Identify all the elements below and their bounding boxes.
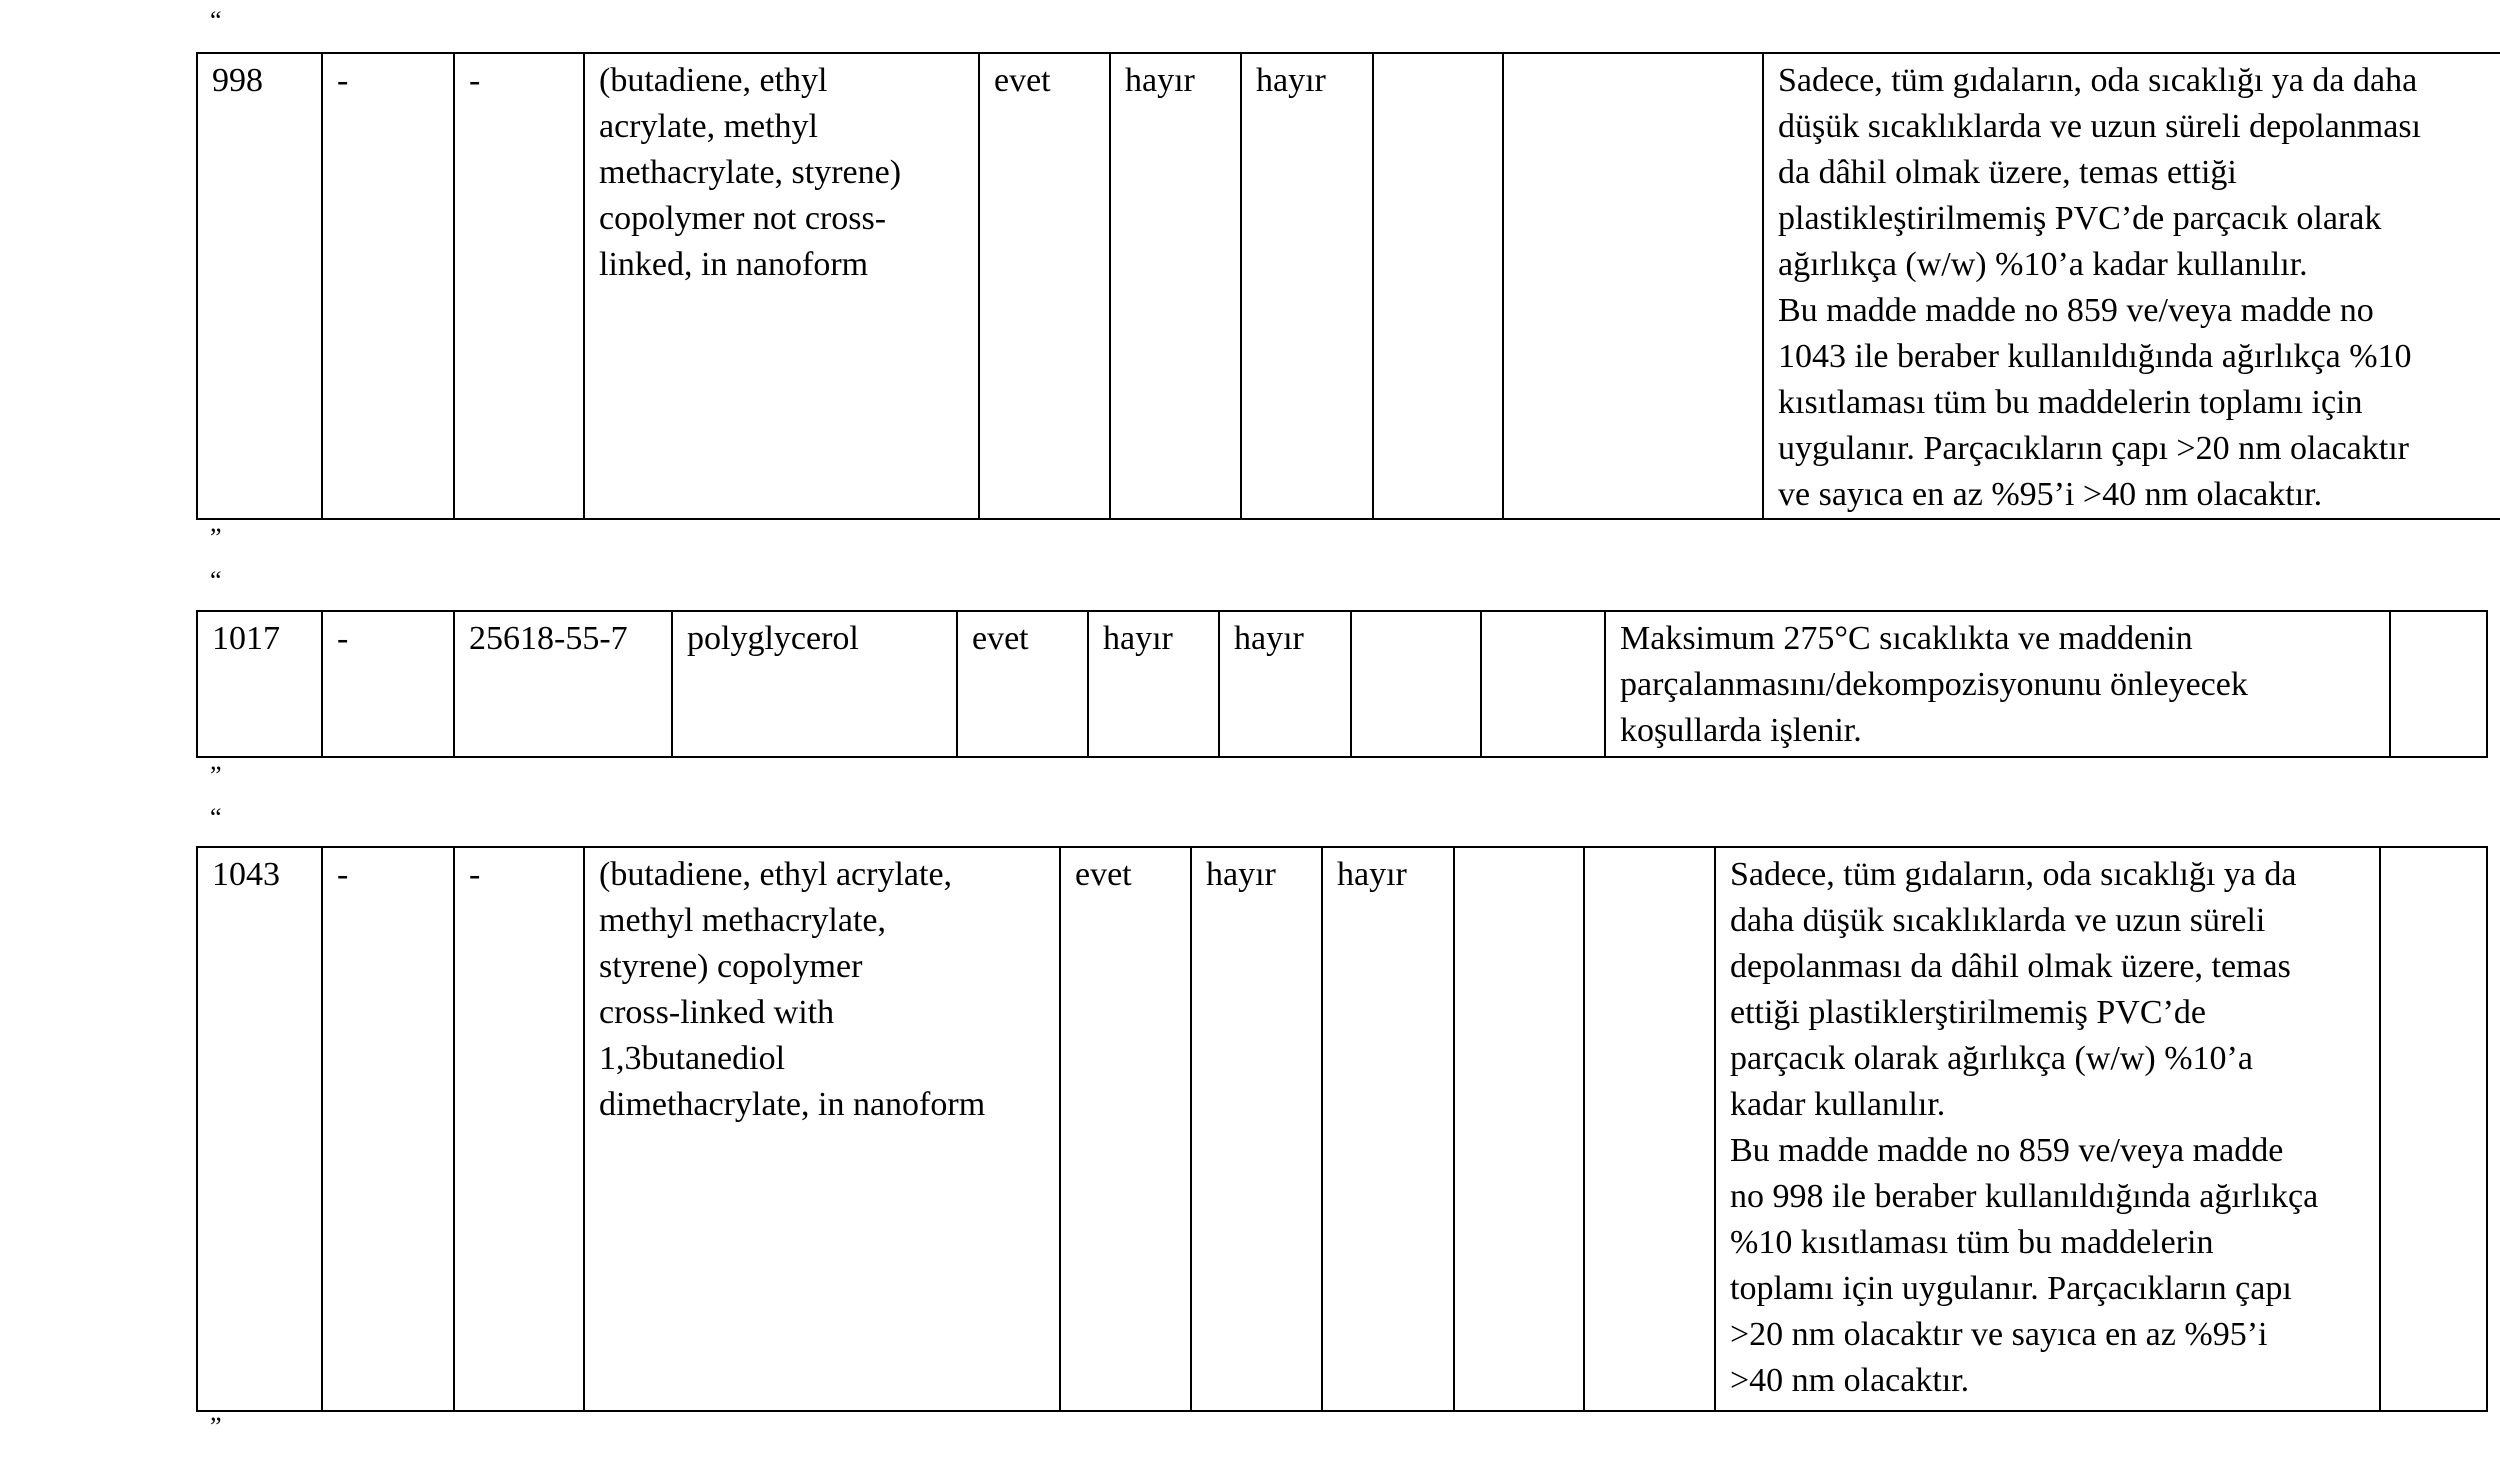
column-5-cell: evet xyxy=(1060,847,1191,1411)
substance-table-1017 xyxy=(196,610,2488,758)
name-line: methacrylate, styrene) xyxy=(599,154,902,191)
restriction-line: Bu madde madde no 859 ve/veya madde xyxy=(1730,1132,2284,1169)
restriction-line: >20 nm olacaktır ve sayıca en az %95’i xyxy=(1730,1316,2268,1353)
name-line: (butadiene, ethyl acrylate, xyxy=(599,856,953,893)
restrictions-cell xyxy=(1763,53,2500,519)
substance-table-1043 xyxy=(196,846,2488,1412)
ref-no-cell: 1017 xyxy=(197,611,322,757)
restriction-line: 1043 ile beraber kullanıldığında ağırlıkça %10 xyxy=(1778,338,2412,375)
substance-name-cell xyxy=(672,611,957,757)
close-quote: ” xyxy=(210,761,222,790)
name-line: acrylate, methyl xyxy=(599,108,819,145)
restriction-line: uygulanır. Parçacıkların çapı >20 nm olacaktır xyxy=(1778,430,2409,467)
substance-name-cell xyxy=(584,847,1060,1411)
restriction-line: toplamı için uygulanır. Parçacıkların çapı xyxy=(1730,1270,2292,1307)
empty-cell xyxy=(1481,611,1605,757)
column-2-cell: - xyxy=(322,53,454,519)
ref-no-cell: 1043 xyxy=(197,847,322,1411)
column-7-cell: hayır xyxy=(1241,53,1373,519)
name-line: (butadiene, ethyl xyxy=(599,62,828,99)
column-5-cell: evet xyxy=(957,611,1088,757)
restriction-line: düşük sıcaklıklarda ve uzun süreli depolanması xyxy=(1778,108,2421,145)
restriction-line: da dâhil olmak üzere, temas ettiği xyxy=(1778,154,2237,191)
name-line: linked, in nanoform xyxy=(599,246,869,283)
substance-name-cell xyxy=(584,53,979,519)
restriction-line: kadar kullanılır. xyxy=(1730,1086,1946,1123)
restriction-line: Bu madde madde no 859 ve/veya madde no xyxy=(1778,292,2374,329)
column-7-cell: hayır xyxy=(1322,847,1454,1411)
restriction-line: no 998 ile beraber kullanıldığında ağırlıkça xyxy=(1730,1178,2319,1215)
name-line: copolymer not cross- xyxy=(599,200,887,237)
empty-cell xyxy=(1454,847,1584,1411)
restriction-line: Sadece, tüm gıdaların, oda sıcaklığı ya da xyxy=(1730,856,2297,893)
column-6-cell: hayır xyxy=(1088,611,1219,757)
close-quote: ” xyxy=(210,1412,222,1441)
column-6-cell: hayır xyxy=(1110,53,1241,519)
name-line: styrene) copolymer xyxy=(599,948,863,985)
empty-cell xyxy=(2390,611,2487,757)
restriction-line: >40 nm olacaktır. xyxy=(1730,1362,1970,1399)
restriction-line: Sadece, tüm gıdaların, oda sıcaklığı ya da daha xyxy=(1778,62,2418,99)
name-line: cross-linked with xyxy=(599,994,835,1031)
table-row xyxy=(197,611,2487,757)
restriction-line: parçacık olarak ağırlıkça (w/w) %10’a xyxy=(1730,1040,2253,1077)
cas-no-cell: - xyxy=(454,53,584,519)
empty-cell xyxy=(1373,53,1503,519)
name-line: 1,3butanediol xyxy=(599,1040,786,1077)
close-quote: ” xyxy=(210,523,222,552)
restrictions-cell xyxy=(1605,611,2390,757)
ref-no-cell: 998 xyxy=(197,53,322,519)
open-quote: “ xyxy=(210,803,222,832)
cas-no-cell: - xyxy=(454,847,584,1411)
restriction-line: koşullarda işlenir. xyxy=(1620,712,1862,749)
restrictions-cell xyxy=(1715,847,2380,1411)
restriction-line: plastikleştirilmemiş PVC’de parçacık olarak xyxy=(1778,200,2382,237)
table-row xyxy=(197,53,2500,519)
restriction-line: ve sayıca en az %95’i >40 nm olacaktır. xyxy=(1778,476,2323,513)
restriction-line: ettiği plastiklerştirilmemiş PVC’de xyxy=(1730,994,2206,1031)
name-line: polyglycerol xyxy=(687,620,859,657)
column-2-cell: - xyxy=(322,847,454,1411)
substance-table-998 xyxy=(196,52,2500,520)
empty-cell xyxy=(2380,847,2487,1411)
column-2-cell: - xyxy=(322,611,454,757)
table-row xyxy=(197,847,2487,1411)
column-5-cell: evet xyxy=(979,53,1110,519)
restriction-line: parçalanmasını/dekompozisyonunu önleyecek xyxy=(1620,666,2248,703)
restriction-line: kısıtlaması tüm bu maddelerin toplamı için xyxy=(1778,384,2363,421)
restriction-line: ağırlıkça (w/w) %10’a kadar kullanılır. xyxy=(1778,246,2308,283)
restriction-line: Maksimum 275°C sıcaklıkta ve maddenin xyxy=(1620,620,2193,657)
empty-cell xyxy=(1503,53,1763,519)
open-quote: “ xyxy=(210,566,222,595)
restriction-line: daha düşük sıcaklıklarda ve uzun süreli xyxy=(1730,902,2266,939)
open-quote: “ xyxy=(210,6,222,35)
empty-cell xyxy=(1351,611,1481,757)
restriction-line: %10 kısıtlaması tüm bu maddelerin xyxy=(1730,1224,2214,1261)
column-7-cell: hayır xyxy=(1219,611,1351,757)
name-line: methyl methacrylate, xyxy=(599,902,886,939)
restriction-line: depolanması da dâhil olmak üzere, temas xyxy=(1730,948,2291,985)
empty-cell xyxy=(1584,847,1715,1411)
name-line: dimethacrylate, in nanoform xyxy=(599,1086,986,1123)
column-6-cell: hayır xyxy=(1191,847,1322,1411)
cas-no-cell: 25618-55-7 xyxy=(454,611,672,757)
